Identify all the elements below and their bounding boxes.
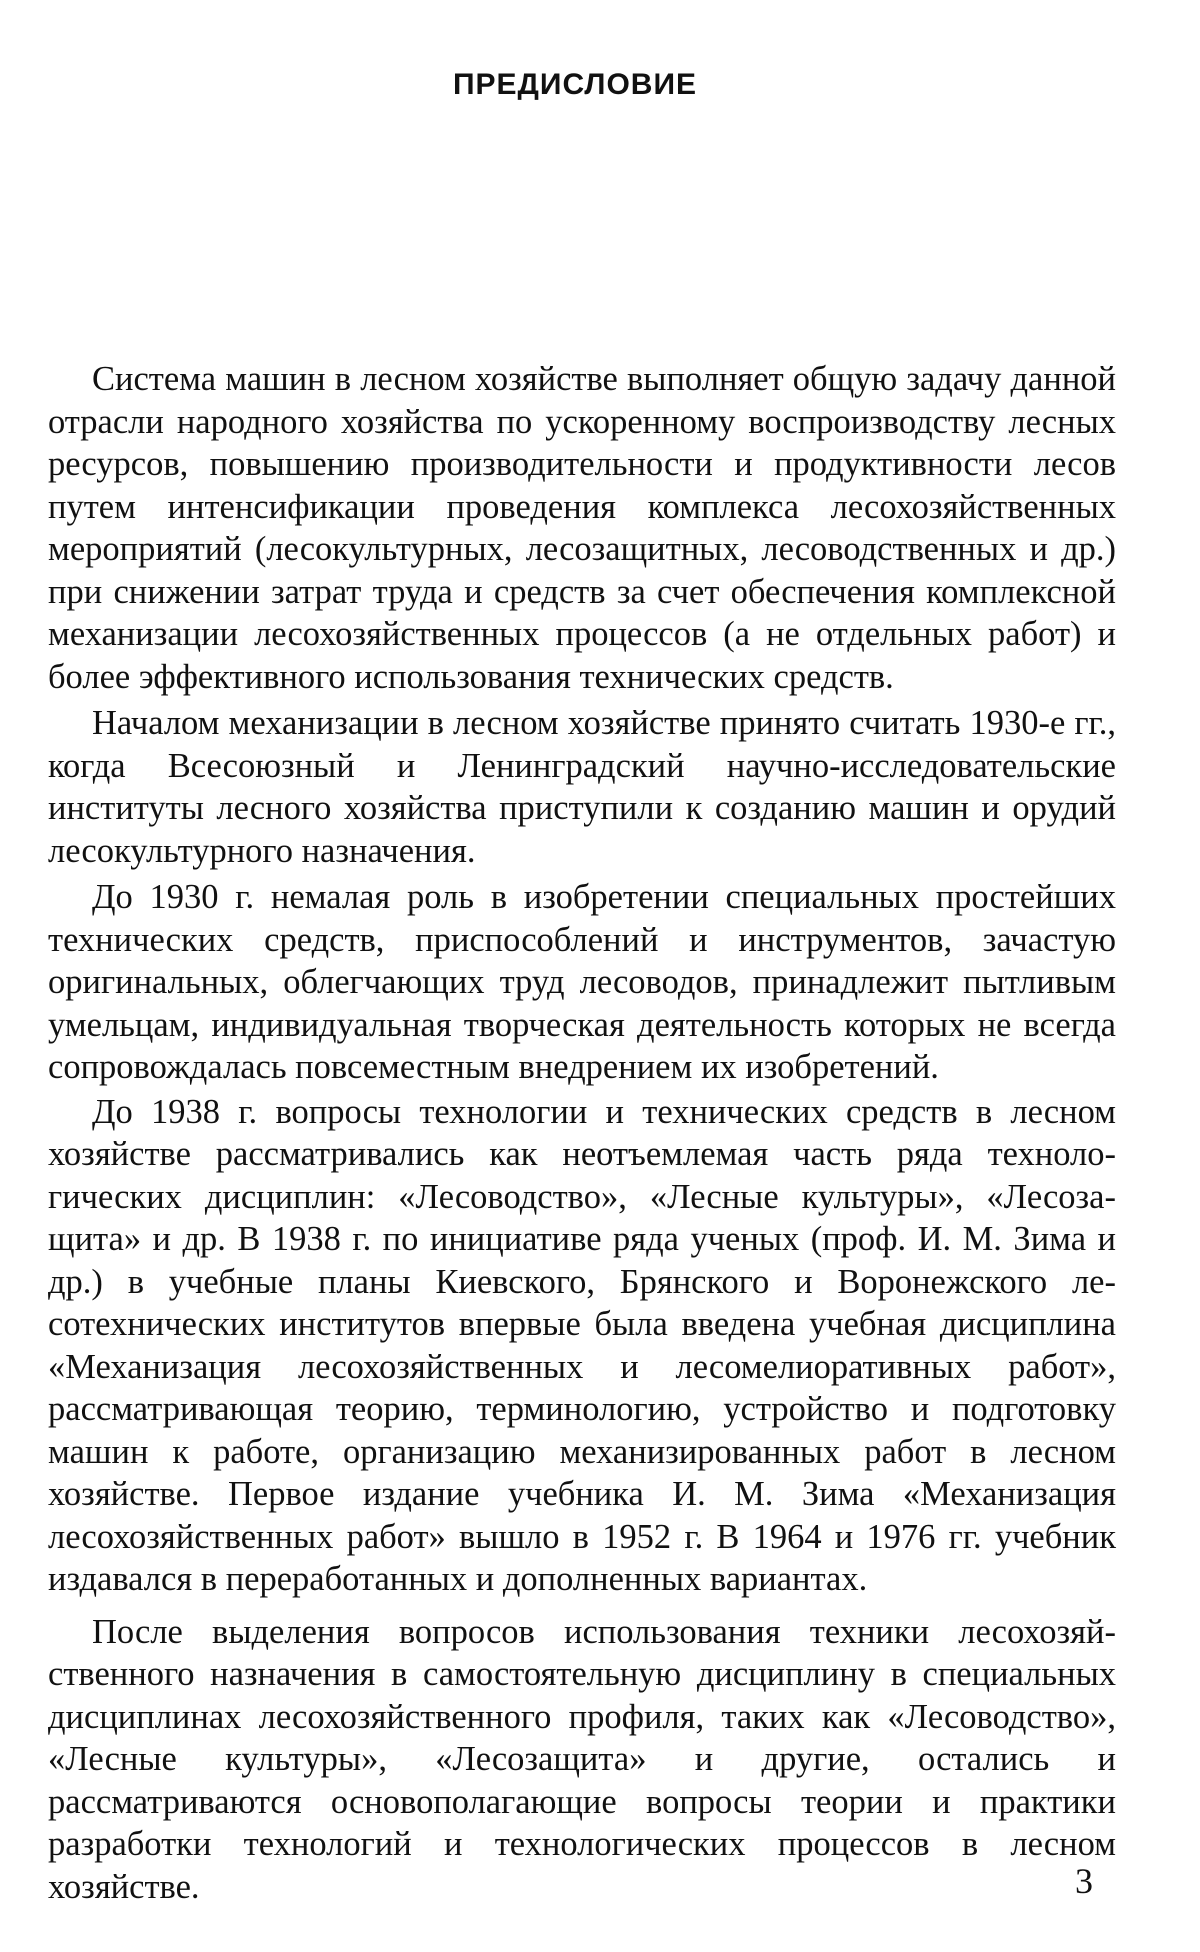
paragraph-1: Система машин в лесном хозяйстве выполняет общую задачу данной отрасли народного хозяйства по ускоренному воспроизводству лесных ресурсов, повышению производительности и продуктивности лесов путем интенсификации проведения комплекса лесохозяйственных мероприятий (лесокультурных, лесозащитных, лесоводственных и др.) при снижении затрат труда и средств за счет обеспечения комплексной механизации лесохозяйственных процессов (а не отдельных работ) и более эффективного использования технических средств. [48,360,1116,696]
paragraph-2: Началом механизации в лесном хозяйстве принято считать 1930-е гг., когда Всесоюзный и Ленинградский научно-исследовательские институты лесного хозяйства приступили к созданию машин и орудий лесокультурного назначения. [48,704,1116,870]
page-title: ПРЕДИСЛОВИЕ [452,68,698,101]
paragraph-3: До 1930 г. немалая роль в изобретении специальных простейших технических средств, приспособлений и инструментов, зачастую оригинальных, облегчающих труд лесоводов, принадлежит пытливым умельцам, индивидуальная творческая деятельность которых не всегда сопровождалась повсеместным внедрением их изобретений. [48,878,1116,1086]
body-text [48,358,1116,1908]
paragraph-5: После выделения вопросов использования техники лесохозяйственного назначения в самостоятельную дисциплину в специальных дисциплинах лесохозяйственного профиля, таких как «Лесоводство», «Лесные культуры», «Лесозащита» и другие, остались и рассматриваются основополагающие вопросы теории и практики разработки технологий и технологических процессов в лесном хозяйстве. [48,1612,1116,1906]
page-number: 3 [1075,1861,1093,1901]
paragraph-4: До 1938 г. вопросы технологии и технических средств в лесном хозяйстве рассматривались как неотъемлемая часть ряда технологических дисциплин: «Лесоводство», «Лесные культуры», «Лесозащита» и др. В 1938 г. по инициативе ряда ученых (проф. И. М. Зима и др.) в учебные планы Киевского, Брянского и Воронежского лесотехнических институтов впервые была введена учебная дисциплина «Механизация лесохозяйственных и лесомелиоративных работ», рассматривающая теорию, терминологию, устройство и подготовку машин к работе, организацию механизированных работ в лесном хозяйстве. Первое издание учебника И. М. Зима «Механизация лесохозяйственных работ» вышло в 1952 г. В 1964 и 1976 гг. учебник издавался в переработанных и дополненных вариантах. [48,1092,1116,1598]
